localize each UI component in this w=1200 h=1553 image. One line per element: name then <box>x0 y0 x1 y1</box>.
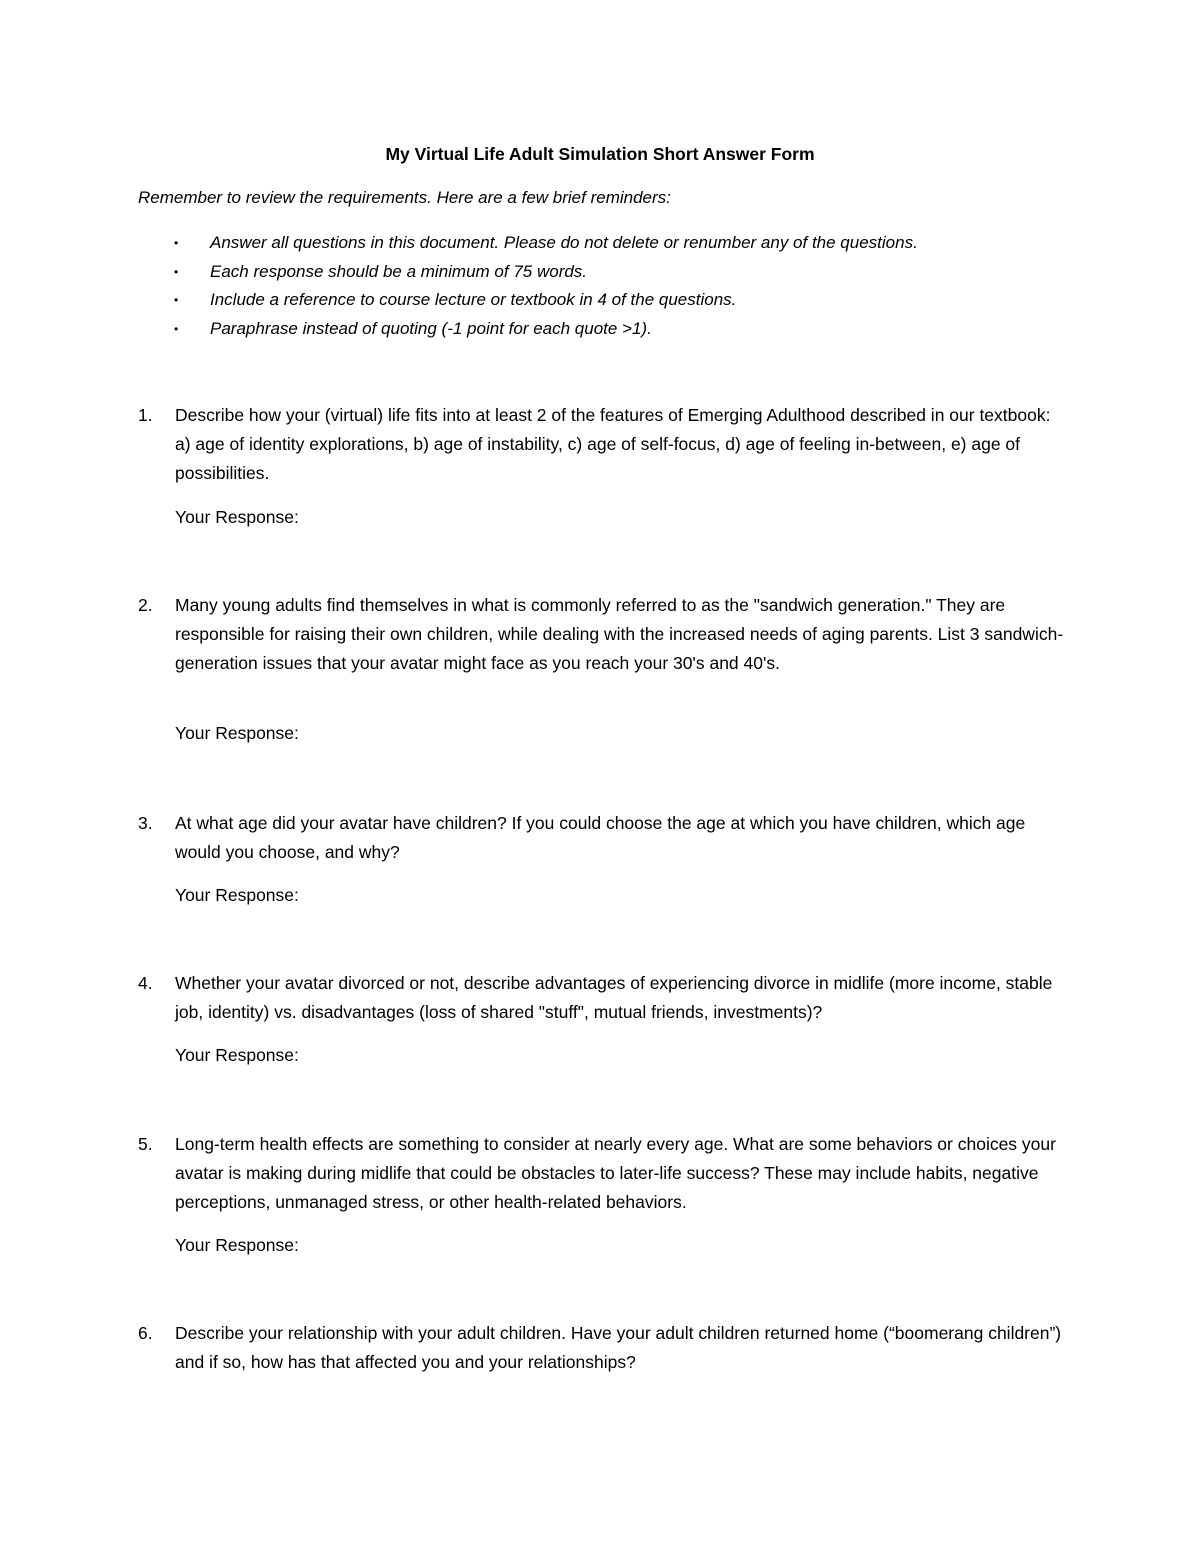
question-text: At what age did your avatar have children? If you could choose the age at which you have children, which age would you choose, and why? <box>175 813 1026 862</box>
intro-text: Remember to review the requirements. Here are a few brief reminders: <box>138 188 671 207</box>
reminder-text: Include a reference to course lecture or textbook in 4 of the questions. <box>210 290 737 309</box>
question-text: Long-term health effects are something to consider at nearly every age. What are some behaviors or choices your avatar is making during midlife that could be obstacles to later-life success? These may include habits, negative perceptions, unmanaged stress, or other health-related behaviors. <box>175 1134 1056 1212</box>
response-label: Your Response: <box>175 507 299 527</box>
response-label: Your Response: <box>175 723 299 743</box>
reminder-text: Each response should be a minimum of 75 words. <box>210 261 588 281</box>
question-number: 1. <box>138 405 153 425</box>
bullet-icon: • <box>174 264 179 279</box>
list-item <box>0 315 1200 344</box>
question-text: Whether your avatar divorced or not, describe advantages of experiencing divorce in midlife (more income, stable job, identity) vs. disadvantages (loss of shared "stuff", mutual friends, investments)? <box>175 973 1053 1022</box>
list-item <box>0 229 1200 258</box>
response-label: Your Response: <box>175 1235 299 1255</box>
list-item <box>0 286 1200 315</box>
bullet-icon: • <box>174 293 179 307</box>
question-text: Describe your relationship with your adult children. Have your adult children returned home (“boomerang children”) and if so, how has that affected you and your relationships? <box>175 1323 1062 1372</box>
reminder-text: Answer all questions in this document. Please do not delete or renumber any of the questions. <box>210 233 918 252</box>
question-number: 3. <box>138 813 153 833</box>
question-number: 5. <box>138 1134 153 1154</box>
question-number: 2. <box>138 595 153 615</box>
response-label: Your Response: <box>175 885 299 905</box>
question-text: Many young adults find themselves in what is commonly referred to as the "sandwich generation." They are responsible for raising their own children, while dealing with the increased needs of aging parents. List 3 sandwich-generation issues that your avatar might face as you reach your 30's and 40's. <box>175 595 1064 673</box>
question-number: 6. <box>138 1323 153 1343</box>
page-title: My Virtual Life Adult Simulation Short Answer Form <box>385 144 815 164</box>
question-number: 4. <box>138 973 153 993</box>
reminder-text: Paraphrase instead of quoting (-1 point for each quote >1). <box>210 318 652 338</box>
list-item <box>0 258 1200 287</box>
reminders-list <box>0 229 1200 343</box>
question-text: Describe how your (virtual) life fits into at least 2 of the features of Emerging Adulthood described in our textbook: a) age of identity explorations, b) age of instability, c) age of self-focus, d) age of feeling in-between, e) age of possibilities. <box>175 405 1051 483</box>
response-label: Your Response: <box>175 1045 299 1065</box>
bullet-icon: • <box>174 236 179 250</box>
bullet-icon: • <box>174 321 179 336</box>
